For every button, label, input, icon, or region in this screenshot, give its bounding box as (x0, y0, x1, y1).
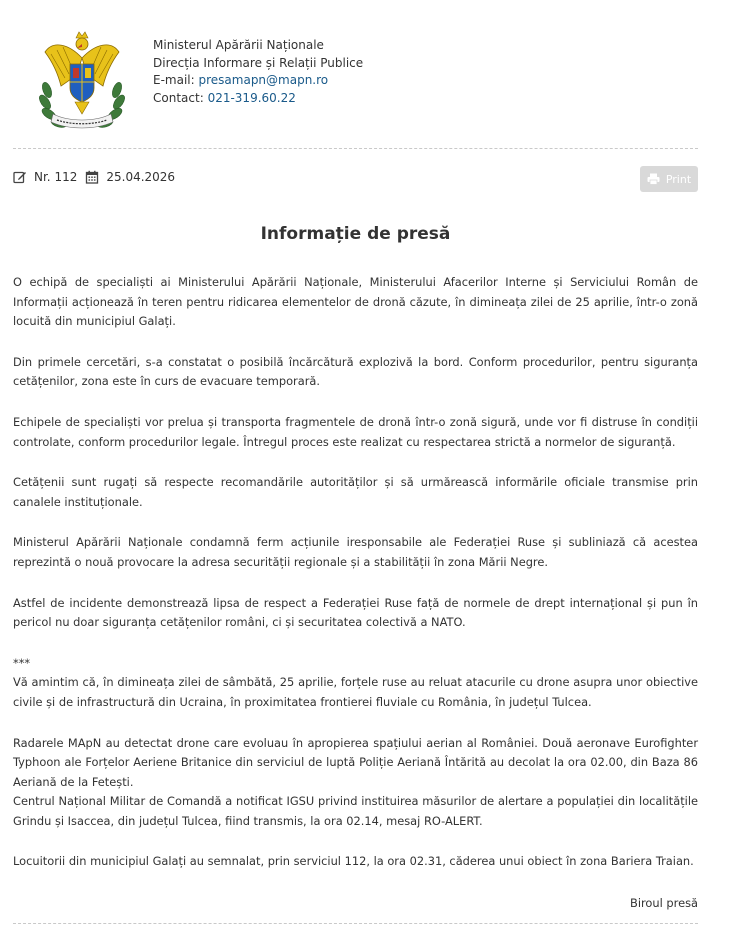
print-button[interactable] (640, 166, 698, 192)
paragraph: Radarele MApN au detectat drone care evoluau în apropierea spațiului aerian al României. Două aeronave Eurofighter Typhoon ale Forțelor Aeriene Britanice din serviciul de luptă Poliție Aeriană Întărită au decolat la ora 02.00, din Baza 86 Aeriană de la Fetești. (13, 735, 698, 789)
release-body (13, 273, 698, 872)
page-title: Informație de presă (260, 224, 451, 244)
email-label: E-mail: (153, 73, 195, 87)
paragraph: O echipă de specialiști ai Ministerului Apărării Naționale, Ministerului Afacerilor Interne și Serviciului Român de Informații acționează în teren pentru ridicarea elementelor de dronă căzute, în dimineața zilei de 25 aprilie, într-o zonă locuită din municipiul Galați. (13, 275, 698, 329)
phone-link[interactable]: 021-319.60.22 (207, 90, 296, 105)
paragraph: Echipele de specialiști vor prelua și transporta fragmentele de dronă într-o zonă sigură, unde vor fi distruse în condiții controlate, conform procedurilor legale. Întregul proces este realizat cu respectarea strictă a normelor de siguranță. (13, 414, 698, 449)
header (13, 0, 698, 148)
press-release-page (13, 0, 698, 928)
nr-value: 112 (54, 170, 78, 184)
contact-block (153, 37, 363, 107)
bottom-divider (13, 923, 698, 924)
paragraph: Cetățenii sunt rugați să respecte recomandările autorităților și să urmărească informările oficiale transmise prin canalele instituționale. (13, 475, 698, 509)
paragraph: Astfel de incidente demonstrează lipsa de respect a Federației Ruse față de normele de drept internațional și pun în pericol nu doar siguranța cetățenilor români, ci și securitatea colectivă a NATO. (13, 595, 698, 630)
paragraph: Din primele cercetări, s-a constatat o posibilă încărcătură explozivă la bord. Conform procedurilor, pentru siguranța cetățenilor, zona este în curs de evacuare temporară. (13, 354, 698, 389)
phone-label: Contact: (153, 90, 204, 105)
paragraph: Vă amintim că, în dimineața zilei de sâmbătă, 25 aprilie, forțele ruse au reluat atacurile cu drone asupra unor obiective civile și de infrastructură din Ucraina, în proximitatea frontierei fluviale cu România, în județul Tulcea. (13, 675, 698, 709)
paragraph: Locuitorii din municipiul Galați au semnalat, prin serviciul 112, la ora 02.31, căderea unui obiect în zona Bariera Traian. (13, 854, 694, 869)
signature: Biroul presă (630, 896, 698, 910)
release-meta (13, 170, 175, 184)
separator-stars: *** (13, 655, 31, 670)
paragraph: Ministerul Apărării Naționale condamnă ferm acțiunile iresponsabile ale Federației Ruse și subliniază că acestea reprezintă o nouă provocare la adresa securității regionale și a stabilității în zona Mării Negre. (13, 535, 698, 569)
ministry-name: Ministerul Apărării Naționale (153, 38, 324, 52)
print-label: Print (665, 172, 692, 186)
paragraph: Centrul Național Militar de Comandă a notificat IGSU privind instituirea măsurilor de alertare a populației din localitățile Grindu și Isaccea, din județul Tulcea, fiind transmis, la ora 02.14, mesaj RO-ALERT. (13, 794, 698, 828)
calendar-icon (85, 170, 99, 184)
email-link[interactable]: presamapn@mapn.ro (198, 73, 329, 87)
edit-icon (13, 170, 27, 184)
release-date: 25.04.2026 (106, 170, 176, 184)
directorate-name: Direcția Informare și Relații Publice (153, 55, 364, 70)
top-divider (13, 148, 698, 149)
crest-icon (39, 30, 125, 132)
email-row (153, 72, 363, 90)
print-icon (647, 173, 660, 185)
phone-row (153, 90, 363, 108)
nr-label: Nr. (34, 170, 51, 184)
